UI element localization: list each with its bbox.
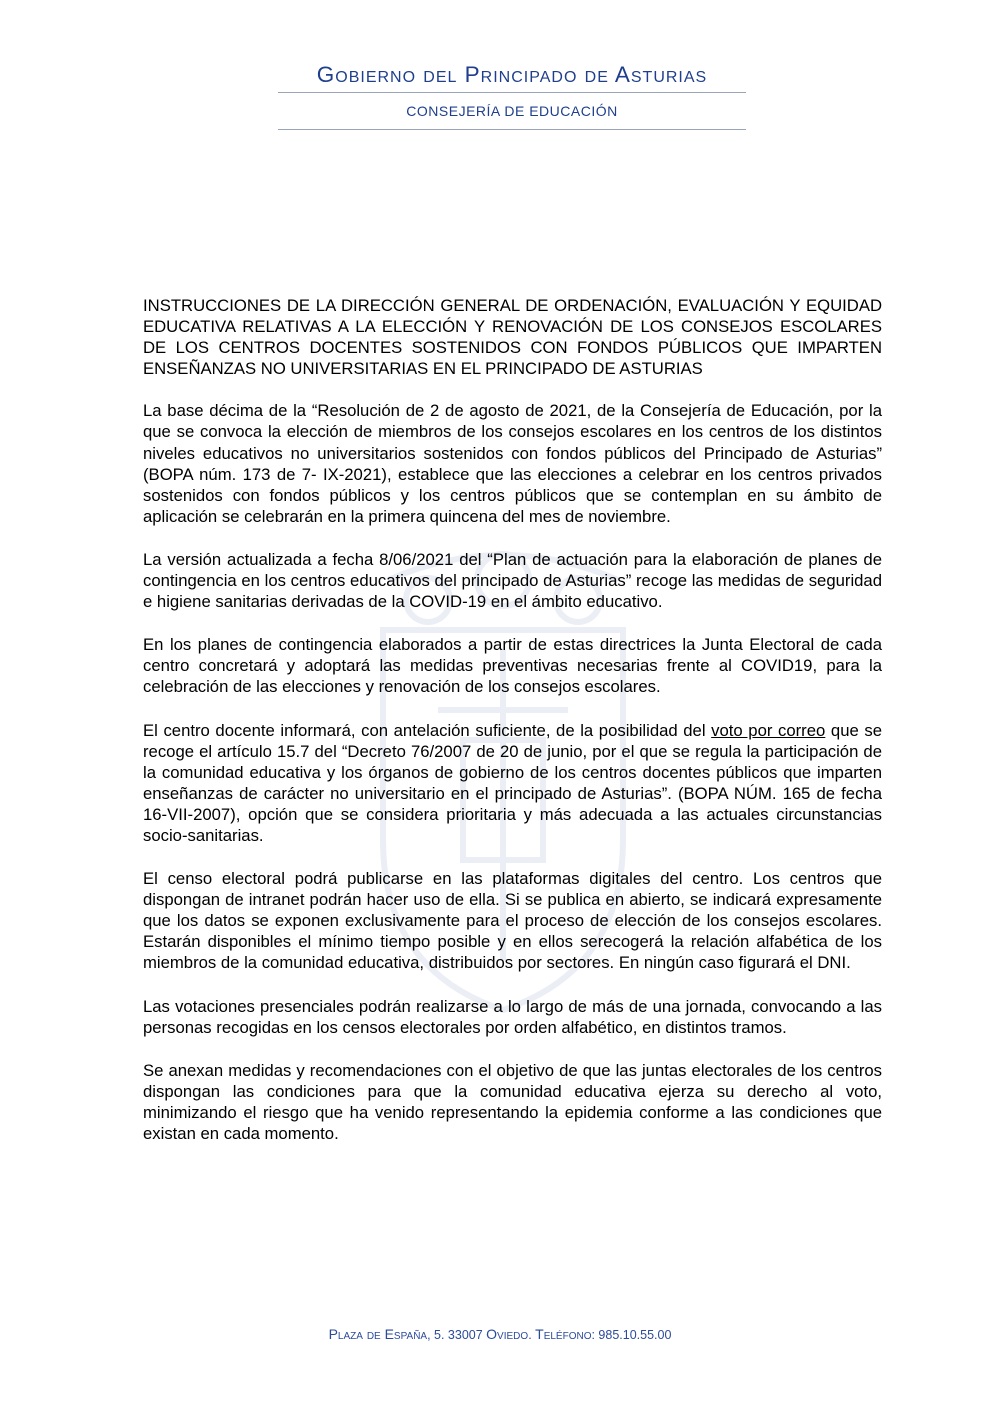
page-footer <box>0 1326 1000 1342</box>
paragraph-4-end: que se recoge el artículo 15.7 del “Decreto 76/2007 de 20 de junio, por el que se regula la participación de la comunidad educativa y los órganos de gobierno de los centros docentes públicos que imparten enseñanzas de carácter no universitario en el principado de Asturias”. (BOPA NÚM. 165 de fecha 16-VII-2007), opción que se considera prioritaria y más adecuada a las actuales circunstancias socio-sanitarias. <box>143 720 882 845</box>
paragraph-3: En los planes de contingencia elaborados a partir de estas directrices la Junta Electoral de cada centro concretará y adoptará las medidas preventivas necesarias frente al COVID19, para la celebración de las elecciones y renovación de los consejos escolares. <box>143 635 882 697</box>
voto-por-correo-link[interactable]: voto por correo <box>711 720 826 740</box>
paragraph-5: El censo electoral podrá publicarse en las plataformas digitales del centro. Los centros que dispongan de intranet podrán hacer uso de ella. Si se publica en abierto, se indicará expresamente que los datos se exponen exclusivamente para el proceso de elección de los consejos escolares. Estarán disponibles el mínimo tiempo posible y en ellos serecogerá la relación alfabética de los miembros de la comunidad educativa, distribuidos por sectores. En ningún caso figurará el DNI. <box>143 869 882 973</box>
paragraph-4 <box>143 720 882 847</box>
paragraph-6: Las votaciones presenciales podrán realizarse a lo largo de más de una jornada, convocando a las personas recogidas en los censos electorales por orden alfabético, en distintos tramos. <box>143 996 882 1037</box>
paragraph-4-start: El centro docente informará, con antelación suficiente, de la posibilidad del <box>143 720 712 740</box>
footer-city: Oviedo <box>486 1326 529 1342</box>
letterhead-title: Gobierno del Principado de Asturias <box>316 62 708 87</box>
letterhead <box>278 58 746 130</box>
footer-phone-label: Teléfono <box>535 1326 592 1342</box>
paragraph-7: Se anexan medidas y recomendaciones con el objetivo de que las juntas electorales de los centros dispongan las condiciones para que la comunidad educativa ejerza su derecho al voto, minimizando el riesgo que ha venido representando la epidemia conforme a las condiciones que existan en cada momento. <box>143 1060 882 1143</box>
footer-separator: . <box>528 1328 536 1342</box>
document-title: INSTRUCCIONES DE LA DIRECCIÓN GENERAL DE ORDENACIÓN, EVALUACIÓN Y EQUIDAD EDUCATIVA RELATIVAS A LA ELECCIÓN Y RENOVACIÓN DE LOS CONSEJOS ESCOLARES DE LOS CENTROS DOCENTES SOSTENIDOS CON FONDOS PÚBLICOS QUE IMPARTEN ENSEÑANZAS NO UNIVERSITARIAS EN EL PRINCIPADO DE ASTURIAS <box>143 296 882 379</box>
paragraph-1: La base décima de la “Resolución de 2 de agosto de 2021, de la Consejería de Educación, por la que se convoca la elección de miembros de los consejos escolares en los centros de los distintos niveles educativos no universitarios sostenidos con fondos públicos del Principado de Asturias” (BOPA núm. 173 de 7- IX-2021), establece que las elecciones a celebrar en los centros privados sostenidos con fondos públicos y los centros públicos que se contemplan en su ámbito de aplicación se celebrarán en la primera quincena del mes de noviembre. <box>143 401 882 526</box>
footer-postal: , 5. 33007 <box>427 1328 487 1342</box>
footer-phone: : 985.10.55.00 <box>591 1328 672 1342</box>
footer-address: Plaza de España <box>328 1326 428 1342</box>
document-body <box>143 295 882 1166</box>
letterhead-divider-bottom <box>278 129 746 130</box>
paragraph-2: La versión actualizada a fecha 8/06/2021 del “Plan de actuación para la elaboración de planes de contingencia en los centros educativos del principado de Asturias” recoge las medidas de seguridad e higiene sanitarias derivadas de la COVID-19 en el ámbito educativo. <box>143 549 882 612</box>
letterhead-subtitle: CONSEJERÍA DE EDUCACIÓN <box>406 103 618 119</box>
